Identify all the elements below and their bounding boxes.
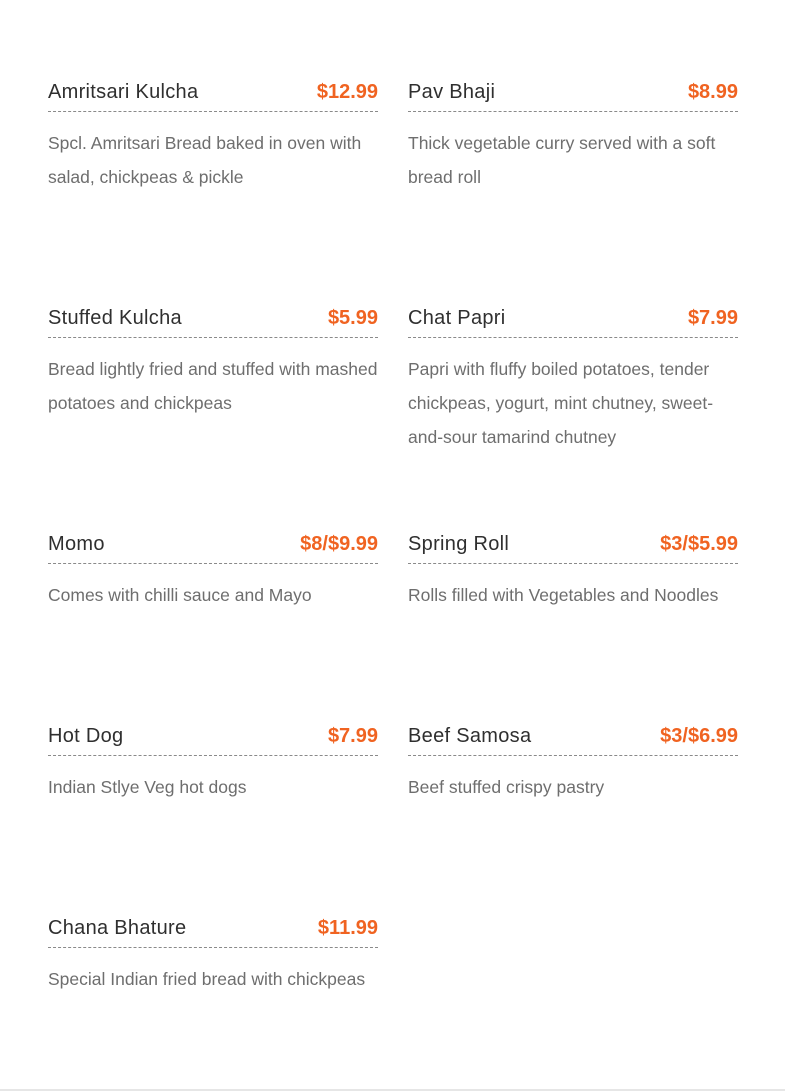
- menu-item-name: Momo: [48, 533, 105, 555]
- menu-item-price: $3/$5.99: [660, 533, 738, 555]
- menu-item-chat-papri: [408, 306, 738, 454]
- menu-item-pav-bhaji: [408, 80, 738, 194]
- menu-item-header: [408, 306, 738, 338]
- menu-item-name: Beef Samosa: [408, 725, 532, 747]
- menu-item-description: Papri with fluffy boiled potatoes, tender chickpeas, yogurt, mint chutney, sweet-and-sour tamarind chutney: [408, 359, 714, 447]
- menu-item-header: [48, 80, 378, 112]
- menu-item-header: [48, 724, 378, 756]
- menu-item-description: Special Indian fried bread with chickpeas: [48, 969, 366, 989]
- menu-item-price: $11.99: [317, 917, 378, 939]
- menu-item-price: $7.99: [687, 307, 738, 329]
- menu-item-price: $7.99: [327, 725, 378, 747]
- menu-item-name: Chat Papri: [408, 307, 506, 329]
- menu-item-name: Pav Bhaji: [408, 81, 496, 103]
- menu-item-beef-samosa: [408, 724, 738, 804]
- menu-item-description: Beef stuffed crispy pastry: [408, 777, 605, 797]
- menu-item-description: Indian Stlye Veg hot dogs: [48, 777, 247, 797]
- menu-item-header: [48, 306, 378, 338]
- menu-item-amritsari-kulcha: [48, 80, 378, 194]
- menu-item-name: Stuffed Kulcha: [48, 307, 182, 329]
- menu-item-momo: [48, 532, 378, 612]
- menu-item-description: Bread lightly fried and stuffed with mashed potatoes and chickpeas: [48, 359, 378, 413]
- menu-item-name: Chana Bhature: [48, 917, 187, 939]
- menu-item-price: $12.99: [316, 81, 378, 103]
- menu-item-header: [408, 80, 738, 112]
- menu-item-header: [48, 532, 378, 564]
- menu-item-price: $3/$6.99: [660, 725, 738, 747]
- menu-item-name: Hot Dog: [48, 725, 124, 747]
- menu-item-chana-bhature: [48, 916, 378, 996]
- menu-item-description: Rolls filled with Vegetables and Noodles: [408, 585, 719, 605]
- menu-item-description: Comes with chilli sauce and Mayo: [48, 585, 312, 605]
- menu-item-price: $8/$9.99: [300, 533, 378, 555]
- menu-item-header: [48, 916, 378, 948]
- menu-item-hot-dog: [48, 724, 378, 804]
- menu-item-header: [408, 532, 738, 564]
- menu-item-description: Thick vegetable curry served with a soft bread roll: [408, 133, 716, 187]
- menu-item-price: $8.99: [687, 81, 738, 103]
- menu-item-name: Amritsari Kulcha: [48, 81, 199, 103]
- menu-item-name: Spring Roll: [408, 533, 510, 555]
- menu-item-header: [408, 724, 738, 756]
- menu-item-price: $5.99: [327, 307, 378, 329]
- menu-item-description: Spcl. Amritsari Bread baked in oven with salad, chickpeas & pickle: [48, 133, 362, 187]
- menu-item-spring-roll: [408, 532, 738, 612]
- menu-item-stuffed-kulcha: [48, 306, 378, 420]
